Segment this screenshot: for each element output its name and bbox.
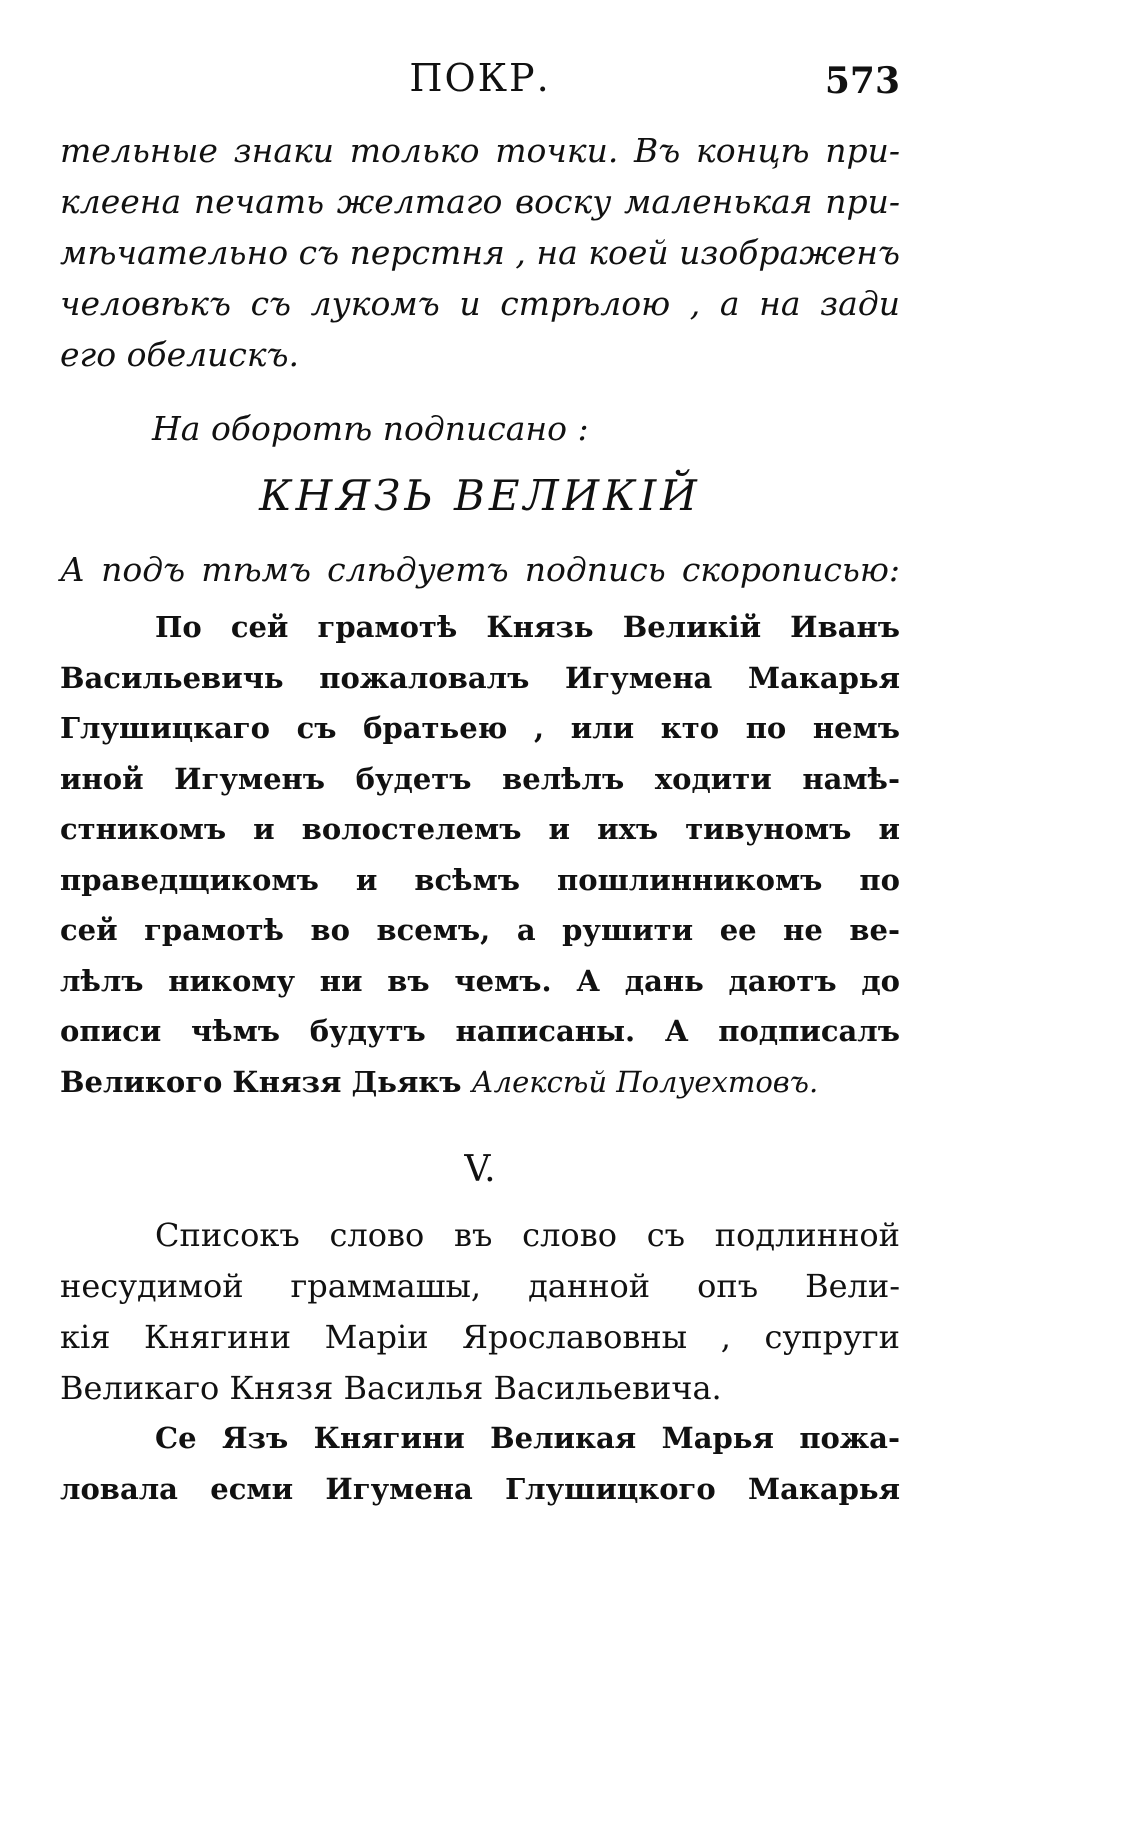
text-line: праведщикомъ и всѣмъ пошлинникомъ по	[60, 862, 900, 897]
grant-text-paragraph	[60, 602, 900, 1107]
final-paragraph	[60, 1413, 900, 1514]
text-line: кія Княгини Маріи Ярославовны , супруги	[60, 1318, 900, 1356]
text-line: мѣчательно съ перстня , на коей изображенъ	[60, 233, 900, 272]
running-head: ПОКР.	[409, 56, 551, 100]
text-line: Се Язъ Княгини Великая Марья пожа-	[155, 1421, 900, 1455]
list-title-paragraph	[60, 1210, 900, 1414]
section-heading: V.	[464, 1149, 496, 1190]
after-signature-note: А подъ тѣмъ слѣдуетъ подпись скорописью:	[60, 550, 900, 589]
text-line: лѣлъ никому ни въ чемъ. А дань даютъ до	[60, 963, 900, 998]
page-number: 573	[824, 60, 900, 102]
text-line: сей грамотѣ во всемъ, а рушити ее не ве-	[60, 913, 900, 947]
text-line: стникомъ и волостелемъ и ихъ тивуномъ и	[60, 812, 900, 846]
clerk-name: Алексѣй Полуехтовъ.	[471, 1064, 819, 1099]
text-line: Глушицкаго съ братьею , или кто по немъ	[60, 711, 900, 745]
seal-description-paragraph	[60, 125, 900, 380]
text-line: ловала есми Игумена Глушицкого Макарья	[60, 1471, 900, 1506]
reverse-note: На оборотѣ подписано :	[152, 409, 589, 448]
final-line-prefix: Великого Князя Дьякъ	[60, 1064, 472, 1099]
text-line: По сей грамотѣ Князь Великій Иванъ	[155, 610, 900, 644]
text-line: клеена печать желтаго воску маленькая при-	[60, 182, 900, 221]
text-line	[60, 1057, 900, 1108]
text-line: описи чѣмъ будутъ написаны. А подписалъ	[60, 1014, 900, 1048]
text-line: Васильевичь пожаловалъ Игумена Макарья	[60, 660, 900, 695]
signature-name: КНЯЗЬ ВЕЛИКІЙ	[259, 471, 701, 520]
text-line: его обелискъ.	[60, 335, 300, 374]
text-line: тельные знаки только точки. Въ концѣ при-	[60, 131, 900, 170]
text-line: человѣкъ съ лукомъ и стрѣлою , а на зади	[60, 284, 900, 323]
text-line: Великаго Князя Василья Васильевича.	[60, 1369, 722, 1407]
text-line: Списокъ слово въ слово съ подлинной	[155, 1216, 900, 1254]
text-line: иной Игуменъ будетъ велѣлъ ходити намѣ-	[60, 761, 900, 796]
page-header	[60, 48, 900, 118]
text-line: несудимой граммашы, данной опъ Вели-	[60, 1267, 900, 1305]
